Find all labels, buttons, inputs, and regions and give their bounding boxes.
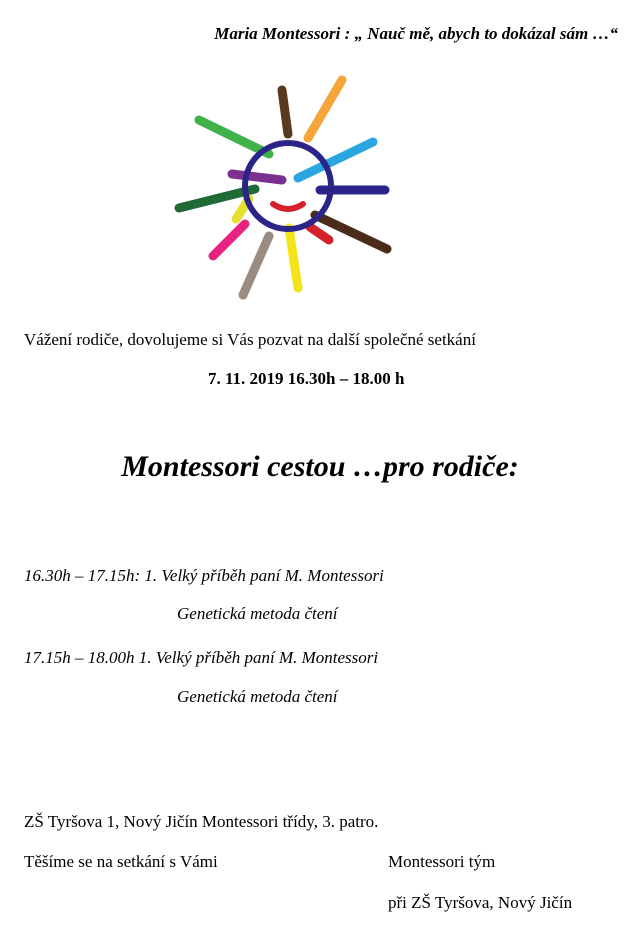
event-datetime: 7. 11. 2019 16.30h – 18.00 h bbox=[208, 369, 405, 388]
invitation-text: Vážení rodiče, dovolujeme si Vás pozvat na další společné setkání bbox=[24, 330, 476, 349]
signature-school: při ZŠ Tyršova, Nový Jičín bbox=[388, 893, 573, 912]
quote: Maria Montessori : „ Nauč mě, abych to dokázal sám …“ bbox=[214, 24, 618, 43]
schedule-item-1-subtitle: Genetická metoda čtení bbox=[177, 604, 338, 623]
montessori-sun-logo-icon bbox=[165, 72, 425, 312]
event-location: ZŠ Tyršova 1, Nový Jičín Montessori třídy, 3. patro. bbox=[24, 812, 379, 831]
signature-team: Montessori tým bbox=[388, 852, 496, 871]
schedule-item-2: 17.15h – 18.00h 1. Velký příběh paní M. Montessori bbox=[24, 648, 379, 667]
closing-text: Těšíme se na setkání s Vámi bbox=[24, 852, 218, 871]
schedule-item-1: 16.30h – 17.15h: 1. Velký příběh paní M. Montessori bbox=[24, 566, 384, 585]
page-title: Montessori cestou …pro rodiče: bbox=[121, 450, 519, 483]
schedule-item-2-subtitle: Genetická metoda čtení bbox=[177, 687, 338, 706]
